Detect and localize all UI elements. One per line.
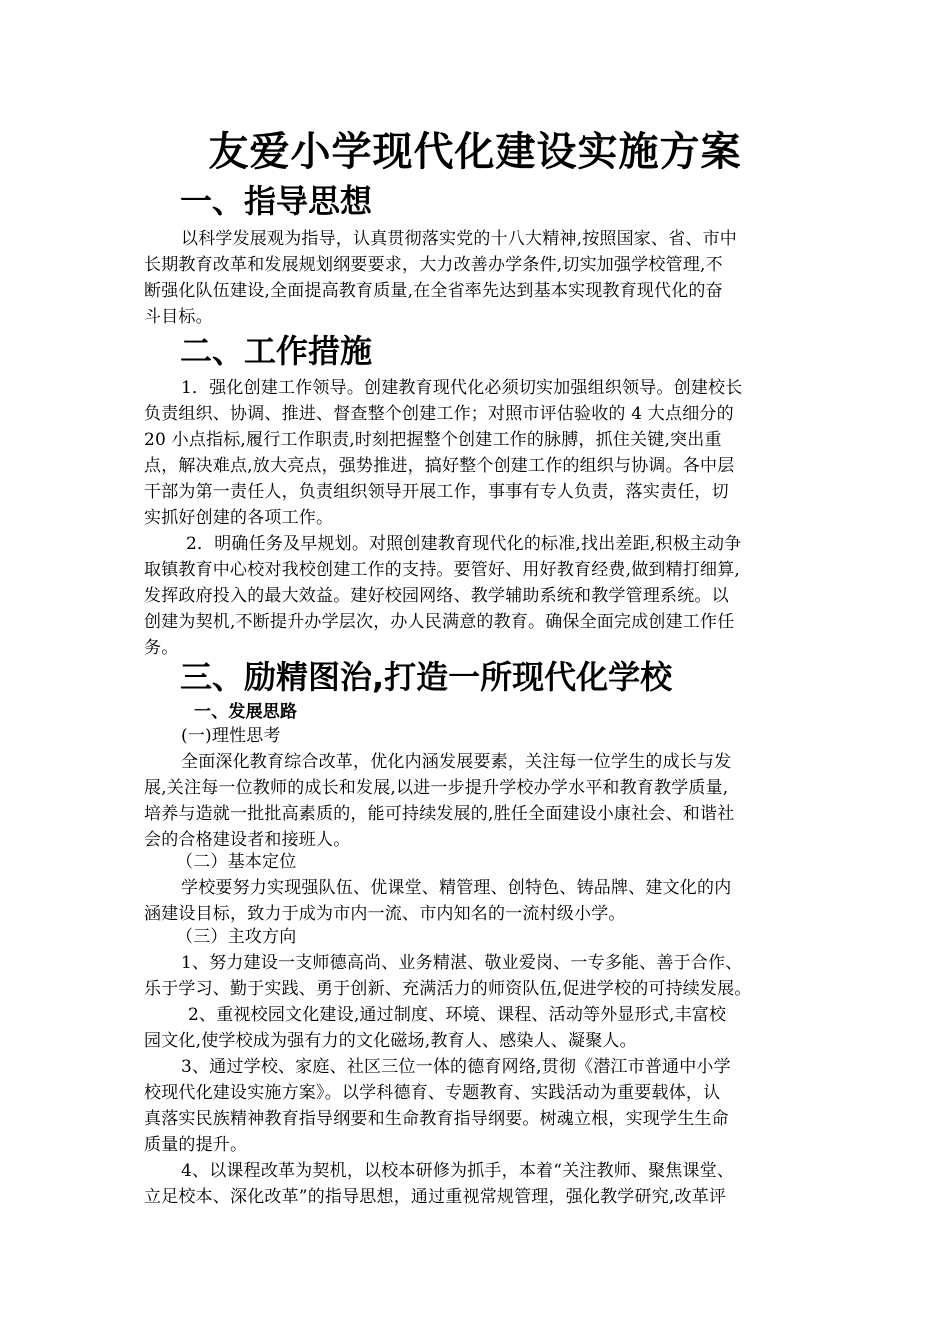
- paragraph-line: 点，解决难点,放大亮点，强势推进，搞好整个创建工作的组织与协调。各中层: [144, 456, 735, 476]
- paragraph-line: 长期教育改革和发展规划纲要要求，大力改善办学条件,切实加强学校管理,不: [144, 255, 723, 275]
- subsection-heading: （二）基本定位: [176, 852, 297, 872]
- paragraph-line: 展,关注每一位教师的成长和发展,以进一步提升学校办学水平和教育教学质量,: [144, 778, 729, 798]
- paragraph-line: 1．强化创建工作领导。创建教育现代化必须切实加强组织领导。创建校长: [181, 378, 743, 398]
- paragraph-line: 质量的提升。: [144, 1135, 248, 1155]
- section-heading: 二、工作措施: [180, 332, 373, 370]
- paragraph-line: 3、通过学校、家庭、社区三位一体的德育网络,贯彻《潜江市普通中小学: [181, 1057, 731, 1077]
- paragraph-line: 取镇教育中心校对我校创建工作的支持。要管好、用好教育经费,做到精打细算,: [144, 560, 741, 580]
- paragraph-line: 斗目标。: [144, 307, 213, 327]
- paragraph-line: 园文化,使学校成为强有力的文化磁场,教育人、感染人、凝聚人。: [144, 1031, 637, 1051]
- paragraph-line: 务。: [144, 638, 179, 658]
- paragraph-line: 2．明确任务及早规划。对照创建教育现代化的标准,找出差距,积极主动争: [186, 534, 742, 554]
- paragraph-line: 涵建设目标，致力于成为市内一流、市内知名的一流村级小学。: [144, 904, 626, 924]
- section-heading: 三、励精图治,打造一所现代化学校: [180, 658, 673, 696]
- paragraph-line: 会的合格建设者和接班人。: [144, 830, 351, 850]
- subsection-heading: (一)理性思考: [181, 726, 281, 746]
- paragraph-line: 创建为契机,不断提升办学层次，办人民满意的教育。确保全面完成创建工作任: [144, 612, 735, 632]
- paragraph-line: 20 小点指标,履行工作职责,时刻把握整个创建工作的脉膊，抓住关键,突出重: [144, 430, 722, 450]
- document-title: 友爱小学现代化建设实施方案: [208, 129, 742, 175]
- paragraph-line: 2、重视校园文化建设,通过制度、环境、课程、活动等外显形式,丰富校: [188, 1005, 727, 1025]
- paragraph-line: 发挥政府投入的最大效益。建好校园网络、教学辅助系统和教学管理系统。以: [144, 586, 729, 606]
- section-heading: 一、指导思想: [180, 182, 373, 220]
- paragraph-line: 立足校本、深化改革”的指导思想，通过重视常规管理，强化教学研究,改革评: [144, 1187, 727, 1207]
- paragraph-line: 4、以课程改革为契机，以校本研修为抓手，本着“关注教师、聚焦课堂、: [181, 1161, 735, 1181]
- paragraph-line: 全面深化教育综合改革，优化内涵发展要素，关注每一位学生的成长与发: [181, 752, 732, 772]
- paragraph-line: 校现代化建设实施方案》。以学科德育、专题教育、实践活动为重要载体，认: [144, 1083, 721, 1103]
- paragraph-line: 干部为第一责任人，负责组织领导开展工作，事事有专人负责，落实责任，切: [144, 482, 729, 502]
- paragraph-line: 1、努力建设一支师德高尚、业务精湛、敬业爱岗、一专多能、善于合作、: [181, 953, 743, 973]
- subsection-heading: （三）主攻方向: [176, 927, 297, 947]
- paragraph-line: 培养与造就一批批高素质的，能可持续发展的,胜任全面建设小康社会、和谐社: [144, 804, 735, 824]
- paragraph-line: 以科学发展观为指导，认真贯彻落实党的十八大精神,按照国家、省、市中: [181, 229, 738, 249]
- paragraph-line: 断强化队伍建设,全面提高教育质量,在全省率先达到基本实现教育现代化的奋: [144, 281, 723, 301]
- paragraph-line: 学校要努力实现强队伍、优课堂、精管理、创特色、铸品牌、建文化的内: [181, 878, 732, 898]
- paragraph-line: 真落实民族精神教育指导纲要和生命教育指导纲要。树魂立根，实现学生生命: [144, 1109, 729, 1129]
- sub-heading: 一、发展思路: [194, 702, 298, 722]
- paragraph-line: 实抓好创建的各项工作。: [144, 508, 334, 528]
- paragraph-line: 乐于学习、勤于实践、勇于创新、充满活力的师资队伍,促进学校的可持续发展。: [144, 979, 752, 999]
- paragraph-line: 负责组织、协调、推进、督查整个创建工作；对照市评估验收的 4 大点细分的: [144, 404, 734, 424]
